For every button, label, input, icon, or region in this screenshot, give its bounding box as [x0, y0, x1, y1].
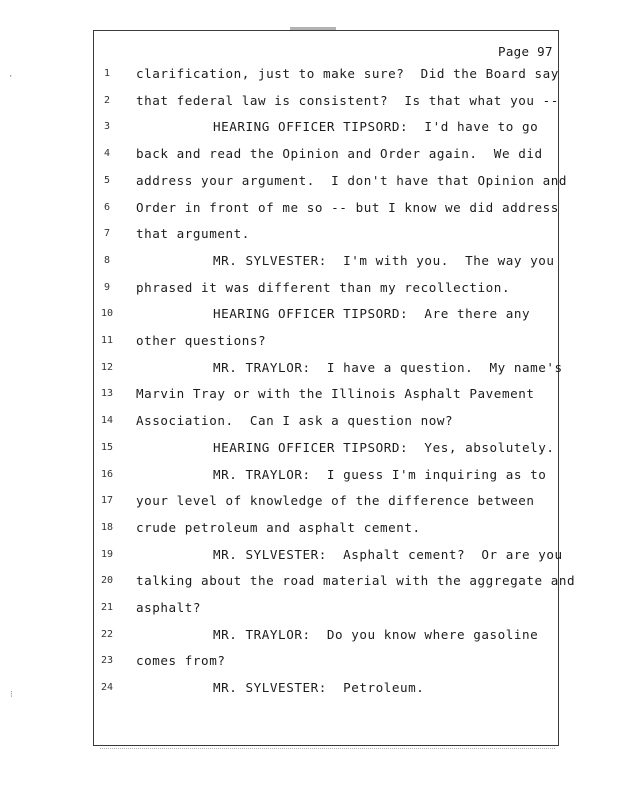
- line-number: 3: [103, 121, 111, 133]
- line-number: 20: [100, 575, 114, 587]
- transcript-line: [0, 467, 600, 485]
- transcript-line: [0, 200, 600, 218]
- line-number: 7: [103, 228, 111, 240]
- transcript-line: [0, 627, 600, 645]
- line-number: 6: [103, 201, 111, 213]
- transcript-line: [0, 360, 600, 378]
- line-text: back and read the Opinion and Order again. We did: [136, 146, 543, 162]
- transcript-line: [0, 680, 600, 698]
- line-number: 5: [103, 174, 111, 186]
- transcript-line: [0, 653, 600, 671]
- transcript-line: [0, 280, 600, 298]
- line-text: MR. SYLVESTER: Asphalt cement? Or are you: [213, 546, 563, 562]
- transcript-line: [0, 173, 600, 191]
- transcript-line: [0, 333, 600, 351]
- transcript-line: [0, 146, 600, 164]
- transcript-line: [0, 600, 600, 618]
- line-text: phrased it was different than my recollection.: [136, 279, 511, 295]
- line-number: 18: [100, 521, 114, 533]
- line-text: asphalt?: [136, 600, 202, 615]
- line-text: MR. TRAYLOR: I guess I'm inquiring as to: [213, 466, 547, 482]
- line-text: HEARING OFFICER TIPSORD: I'd have to go: [213, 119, 539, 135]
- line-number: 13: [100, 388, 114, 400]
- transcript-line: [0, 253, 600, 271]
- transcript-line: [0, 440, 600, 458]
- transcript-line: [0, 66, 600, 84]
- line-number: 1: [103, 68, 111, 79]
- line-number: 10: [100, 308, 114, 320]
- line-number: 14: [100, 415, 114, 427]
- line-text: that federal law is consistent? Is that what you --: [136, 92, 559, 108]
- transcript-line: [0, 119, 600, 137]
- line-number: 8: [103, 254, 111, 266]
- line-text: MR. TRAYLOR: I have a question. My name's: [213, 359, 563, 375]
- page-number: Page 97: [498, 44, 553, 59]
- line-text: clarification, just to make sure? Did the Board say: [136, 66, 559, 81]
- line-number: 11: [100, 335, 114, 346]
- line-number: 2: [103, 94, 111, 106]
- transcript-line: [0, 306, 600, 324]
- line-text: HEARING OFFICER TIPSORD: Yes, absolutely.: [213, 439, 555, 455]
- line-number: 21: [100, 602, 114, 613]
- line-text: MR. SYLVESTER: I'm with you. The way you: [213, 252, 555, 268]
- line-text: address your argument. I don't have that Opinion and: [136, 172, 567, 188]
- line-text: MR. TRAYLOR: Do you know where gasoline: [213, 626, 539, 642]
- scan-margin-mark: ·: [8, 72, 14, 82]
- line-text: MR. SYLVESTER: Petroleum.: [213, 680, 425, 696]
- line-text: crude petroleum and asphalt cement.: [136, 519, 421, 535]
- transcript-line: [0, 386, 600, 404]
- line-number: 9: [103, 281, 111, 293]
- line-number: 19: [100, 548, 114, 560]
- line-text: Order in front of me so -- but I know we did address: [136, 199, 559, 215]
- scan-margin-mark: ⁝: [10, 690, 13, 700]
- transcript-line: [0, 93, 600, 111]
- transcript-line: [0, 493, 600, 511]
- line-number: 23: [100, 655, 114, 667]
- line-text: your level of knowledge of the difference between: [136, 493, 535, 509]
- line-number: 4: [103, 148, 111, 160]
- line-number: 16: [100, 468, 114, 480]
- line-number: 12: [100, 361, 114, 373]
- line-text: that argument.: [136, 226, 250, 242]
- transcript-line: [0, 547, 600, 565]
- line-text: talking about the road material with the aggregate and: [136, 573, 576, 589]
- line-text: HEARING OFFICER TIPSORD: Are there any: [213, 306, 531, 322]
- line-text: Association. Can I ask a question now?: [136, 413, 454, 429]
- line-text: Marvin Tray or with the Illinois Asphalt Pavement: [136, 386, 535, 402]
- transcript-line: [0, 226, 600, 244]
- scan-artifact-bottom: [100, 748, 555, 751]
- transcript-line: [0, 413, 600, 431]
- transcript-line: [0, 520, 600, 538]
- line-text: other questions?: [136, 333, 267, 348]
- line-number: 15: [100, 441, 114, 453]
- line-number: 22: [100, 628, 114, 640]
- transcript-line: [0, 573, 600, 591]
- line-number: 17: [100, 495, 114, 507]
- line-number: 24: [100, 682, 114, 694]
- line-text: comes from?: [136, 653, 226, 669]
